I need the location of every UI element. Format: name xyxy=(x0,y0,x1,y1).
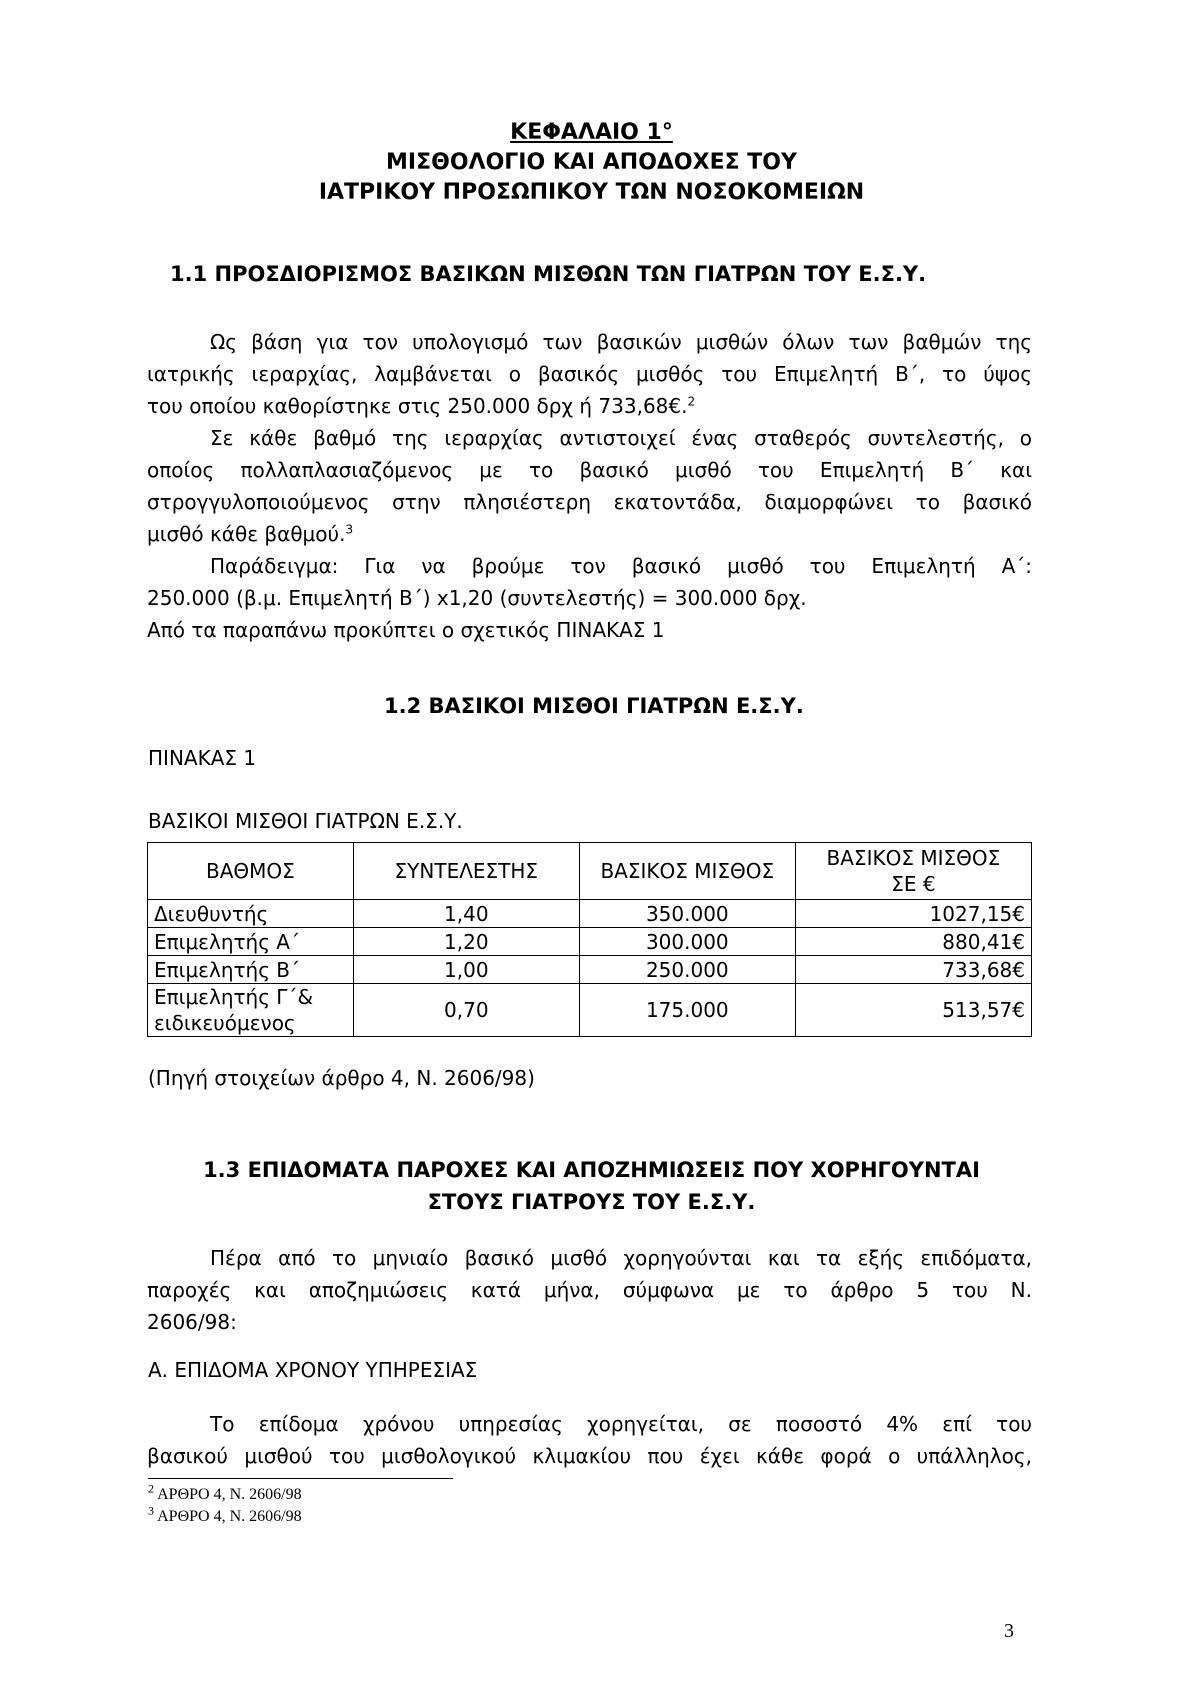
footnote-number: 2 xyxy=(148,1481,154,1496)
header-cell: ΒΑΣΙΚΟΣ ΜΙΣΘΟΣ xyxy=(579,843,795,900)
grade-cell: Επιμελητής Β΄ xyxy=(148,956,354,984)
text-line: ιατρικής ιεραρχίας, λαμβάνεται ο βασικός μισθός του Επιμελητή Β΄, το ύψος xyxy=(147,362,1032,386)
chapter-title xyxy=(0,118,1183,208)
chapter-label: ΚΕΦΑΛΑΙΟ 1° xyxy=(510,120,673,145)
text-line: Το επίδομα χρόνου υπηρεσίας χορηγείται, σε ποσοστό 4% επί του xyxy=(210,1412,1032,1436)
text-line: βασικού μισθού του μισθολογικού κλιμακίου που έχει κάθε φορά ο υπάλληλος, xyxy=(147,1444,1032,1468)
table-row xyxy=(148,956,1032,984)
footnote-separator xyxy=(148,1478,453,1479)
text-line: Ως βάση για τον υπολογισμό των βασικών μισθών όλων των βαθμών της xyxy=(210,330,1032,354)
text-line: παροχές και αποζημιώσεις κατά μήνα, σύμφωνα με το άρθρο 5 του Ν. xyxy=(147,1278,1032,1302)
table-row xyxy=(148,984,1032,1037)
grade-cell: Διευθυντής xyxy=(148,900,354,928)
paragraph xyxy=(147,1408,1032,1472)
footnote-number: 3 xyxy=(148,1503,154,1518)
coef-cell: 0,70 xyxy=(353,984,579,1037)
text-line: μισθό κάθε βαθμού. xyxy=(147,522,346,546)
section-heading-line: ΣΤΟΥΣ ΓΙΑΤΡΟΥΣ ΤΟΥ Ε.Σ.Υ. xyxy=(427,1190,756,1214)
grade-cell xyxy=(148,984,354,1037)
footnote-ref: 3 xyxy=(345,522,354,537)
footnote xyxy=(148,1503,302,1528)
eur-cell: 880,41€ xyxy=(795,928,1031,956)
base-cell: 350.000 xyxy=(579,900,795,928)
table-title: ΒΑΣΙΚΟΙ ΜΙΣΘΟΙ ΓΙΑΤΡΩΝ Ε.Σ.Υ. xyxy=(148,809,463,833)
chapter-title-line: ΙΑΤΡΙΚΟΥ ΠΡΟΣΩΠΙΚΟΥ ΤΩΝ ΝΟΣΟΚΟΜΕΙΩΝ xyxy=(318,180,865,205)
text-line: Παράδειγμα: Για να βρούμε τον βασικό μισθό του Επιμελητή Α΄: xyxy=(210,554,1032,578)
section-heading: 1.1 ΠΡΟΣΔΙΟΡΙΣΜΟΣ ΒΑΣΙΚΩΝ ΜΙΣΘΩΝ ΤΩΝ ΓΙΑΤΡΩΝ ΤΟΥ Ε.Σ.Υ. xyxy=(170,262,927,286)
section-heading xyxy=(0,1154,1183,1218)
base-cell: 175.000 xyxy=(579,984,795,1037)
text-line: οποίος πολλαπλασιαζόμενος με το βασικό μισθό του Επιμελητή Β΄ και xyxy=(147,458,1032,482)
header-cell: ΒΑΘΜΟΣ xyxy=(148,843,354,900)
subheading: Α. ΕΠΙΔΟΜΑ ΧΡΟΝΟΥ ΥΠΗΡΕΣΙΑΣ xyxy=(148,1358,478,1382)
footnotes xyxy=(148,1481,302,1528)
eur-cell: 1027,15€ xyxy=(795,900,1031,928)
base-cell: 250.000 xyxy=(579,956,795,984)
header-cell-line: ΒΑΣΙΚΟΣ ΜΙΣΘΟΣ xyxy=(826,846,1001,870)
grade-cell-line: Επιμελητής Γ΄& xyxy=(154,985,314,1009)
text-line: του οποίου καθορίστηκε στις 250.000 δρχ ή 733,68€. xyxy=(147,394,688,418)
grade-cell-line: ειδικευόμενος xyxy=(154,1011,296,1035)
paragraph xyxy=(147,326,1032,646)
header-cell xyxy=(795,843,1031,900)
text-line: 2606/98: xyxy=(147,1310,237,1334)
table-header-row xyxy=(148,843,1032,900)
page-number: 3 xyxy=(1004,1620,1014,1642)
table-label: ΠΙΝΑΚΑΣ 1 xyxy=(148,746,257,770)
footnote-text: ΑΡΘΡΟ 4, Ν. 2606/98 xyxy=(154,1508,302,1525)
text-line: Πέρα από το μηνιαίο βασικό μισθό χορηγούνται και τα εξής επιδόματα, xyxy=(210,1246,1032,1270)
section-heading-line: 1.3 ΕΠΙΔΟΜΑΤΑ ΠΑΡΟΧΕΣ ΚΑΙ ΑΠΟΖΗΜΙΩΣΕΙΣ ΠΟΥ ΧΟΡΗΓΟΥΝΤΑΙ xyxy=(203,1158,980,1182)
table-row xyxy=(148,900,1032,928)
coef-cell: 1,40 xyxy=(353,900,579,928)
text-line: Από τα παραπάνω προκύπτει ο σχετικός ΠΙΝΑΚΑΣ 1 xyxy=(147,618,665,642)
footnote-ref: 2 xyxy=(687,394,696,409)
text-line: 250.000 (β.μ. Επιμελητή Β΄) x1,20 (συντελεστής) = 300.000 δρχ. xyxy=(147,586,807,610)
text-line: Σε κάθε βαθμό της ιεραρχίας αντιστοιχεί ένας σταθερός συντελεστής, ο xyxy=(210,426,1032,450)
header-cell: ΣΥΝΤΕΛΕΣΤΗΣ xyxy=(353,843,579,900)
table-source: (Πηγή στοιχείων άρθρο 4, Ν. 2606/98) xyxy=(148,1066,535,1090)
section-heading: 1.2 ΒΑΣΙΚΟΙ ΜΙΣΘΟΙ ΓΙΑΤΡΩΝ Ε.Σ.Υ. xyxy=(384,694,804,718)
salary-table xyxy=(147,842,1032,1037)
coef-cell: 1,00 xyxy=(353,956,579,984)
header-cell-line: ΣΕ € xyxy=(891,872,936,896)
footnote-text: ΑΡΘΡΟ 4, Ν. 2606/98 xyxy=(154,1486,302,1503)
text-line: στρογγυλοποιούμενος στην πλησιέστερη εκατοντάδα, διαμορφώνει το βασικό xyxy=(147,490,1032,514)
paragraph xyxy=(147,1242,1032,1338)
eur-cell: 733,68€ xyxy=(795,956,1031,984)
chapter-title-line: ΜΙΣΘΟΛΟΓΙΟ ΚΑΙ ΑΠΟΔΟΧΕΣ ΤΟΥ xyxy=(386,150,797,175)
eur-cell: 513,57€ xyxy=(795,984,1031,1037)
footnote xyxy=(148,1481,302,1506)
base-cell: 300.000 xyxy=(579,928,795,956)
coef-cell: 1,20 xyxy=(353,928,579,956)
grade-cell: Επιμελητής Α΄ xyxy=(148,928,354,956)
table-row xyxy=(148,928,1032,956)
